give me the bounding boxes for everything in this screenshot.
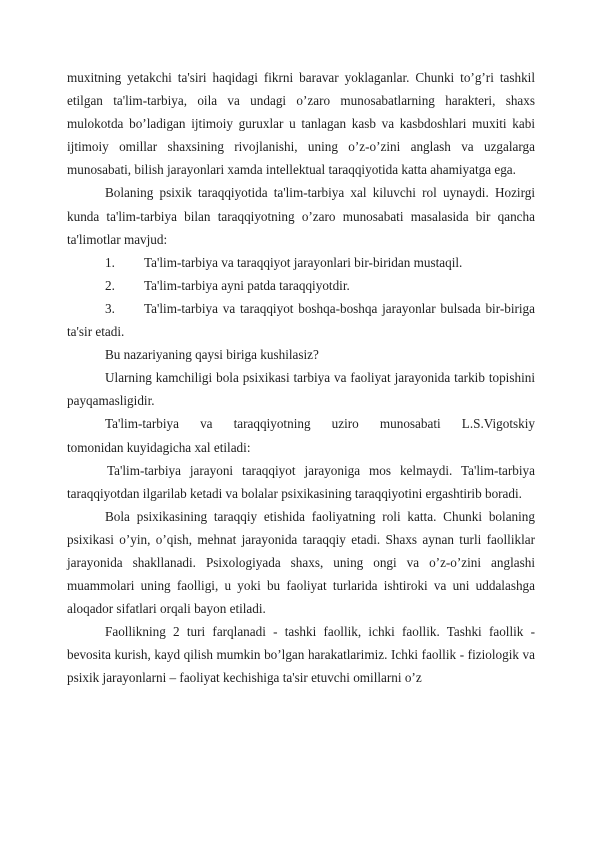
paragraph-4: Ularning kamchiligi bola psixikasi tarbiya va faoliyat jarayonida tarkib topishini payqamasligidir. [67, 370, 535, 409]
list-item-1 [67, 251, 535, 274]
list-number: 3. [105, 300, 115, 316]
list-number: 1. [105, 254, 115, 270]
list-text: Ta'lim-tarbiya va taraqqiyot boshqa-boshqa jarayonlar bulsada bir-biriga ta'sir etadi. [67, 300, 535, 340]
paragraph-1: muxitning yetakchi ta'siri haqidagi fikrni baravar yoklaganlar. Chunki to’g’ri tashkil etilgan ta'lim-tarbiya, oila va undagi o’zaro munosabatlarning harakteri, shaxs mulokotda bo’ladigan ijtimoiy guruxlar u tanlagan kasb va kasbdoshlari muxiti kabi ijtimoiy omillar shaxsining rivojlanishi, uning o’z-o’zini anglash va uzgalarga munosabati, bilish jarayonlari xamda intellektual taraqqiyotida katta ahamiyatga ega. [67, 70, 535, 178]
list-text: Ta'lim-tarbiya va taraqqiyot jarayonlari bir-biridan mustaqil. [144, 254, 463, 270]
paragraph-7: Bola psixikasining taraqqiy etishida faoliyatning roli katta. Chunki bolaning psixikasi o’yin, o’qish, mehnat jarayonida taraqqiy etadi. Shaxs aynan turli faolliklar jarayonida shakllanadi. Psixologiyada shaxs, uning ongi va o’z-o’zini anglashi muammolari uning faolligi, u yoki bu faoliyat turlarida ishtiroki va uni uddalashga aloqador sifatlari orqali bayon etiladi. [67, 508, 535, 617]
paragraph-5-line-2: tomonidan kuyidagicha xal etiladi: [67, 439, 251, 455]
document-page [67, 66, 535, 690]
paragraph-8: Faollikning 2 turi farqlanadi - tashki faollik, ichki faollik. Tashki faollik - bevosita kurish, kayd qilish mumkin bo’lgan harakatlarimiz. Ichki faollik - fiziologik va psixik jarayonlarni – faoliyat kechishiga ta'sir etuvchi omillarni o’z [67, 624, 535, 686]
list-item-3 [67, 297, 535, 343]
list-number: 2. [105, 277, 115, 293]
list-text: Ta'lim-tarbiya ayni patda taraqqiyotdir. [144, 277, 350, 293]
paragraph-6: Ta'lim-tarbiya jarayoni taraqqiyot jarayoniga mos kelmaydi. Ta'lim-tarbiya taraqqiyotdan ilgarilab ketadi va bolalar psixikasining taraqqiyotini ergashtirib boradi. [67, 462, 535, 501]
paragraph-5-line-1: Ta'lim-tarbiya va taraqqiyotning uziro munosabati L.S.Vigotskiy [105, 416, 535, 432]
paragraph-3: Bu nazariyaning qaysi biriga kushilasiz? [105, 347, 319, 363]
paragraph-2: Bolaning psixik taraqqiyotida ta'lim-tarbiya xal kiluvchi rol uynaydi. Hozirgi kunda ta'lim-tarbiya bilan taraqqiyotning o’zaro munosabati masalasida bir qancha ta'limotlar mavjud: [67, 185, 535, 247]
list-item-2 [67, 274, 535, 297]
